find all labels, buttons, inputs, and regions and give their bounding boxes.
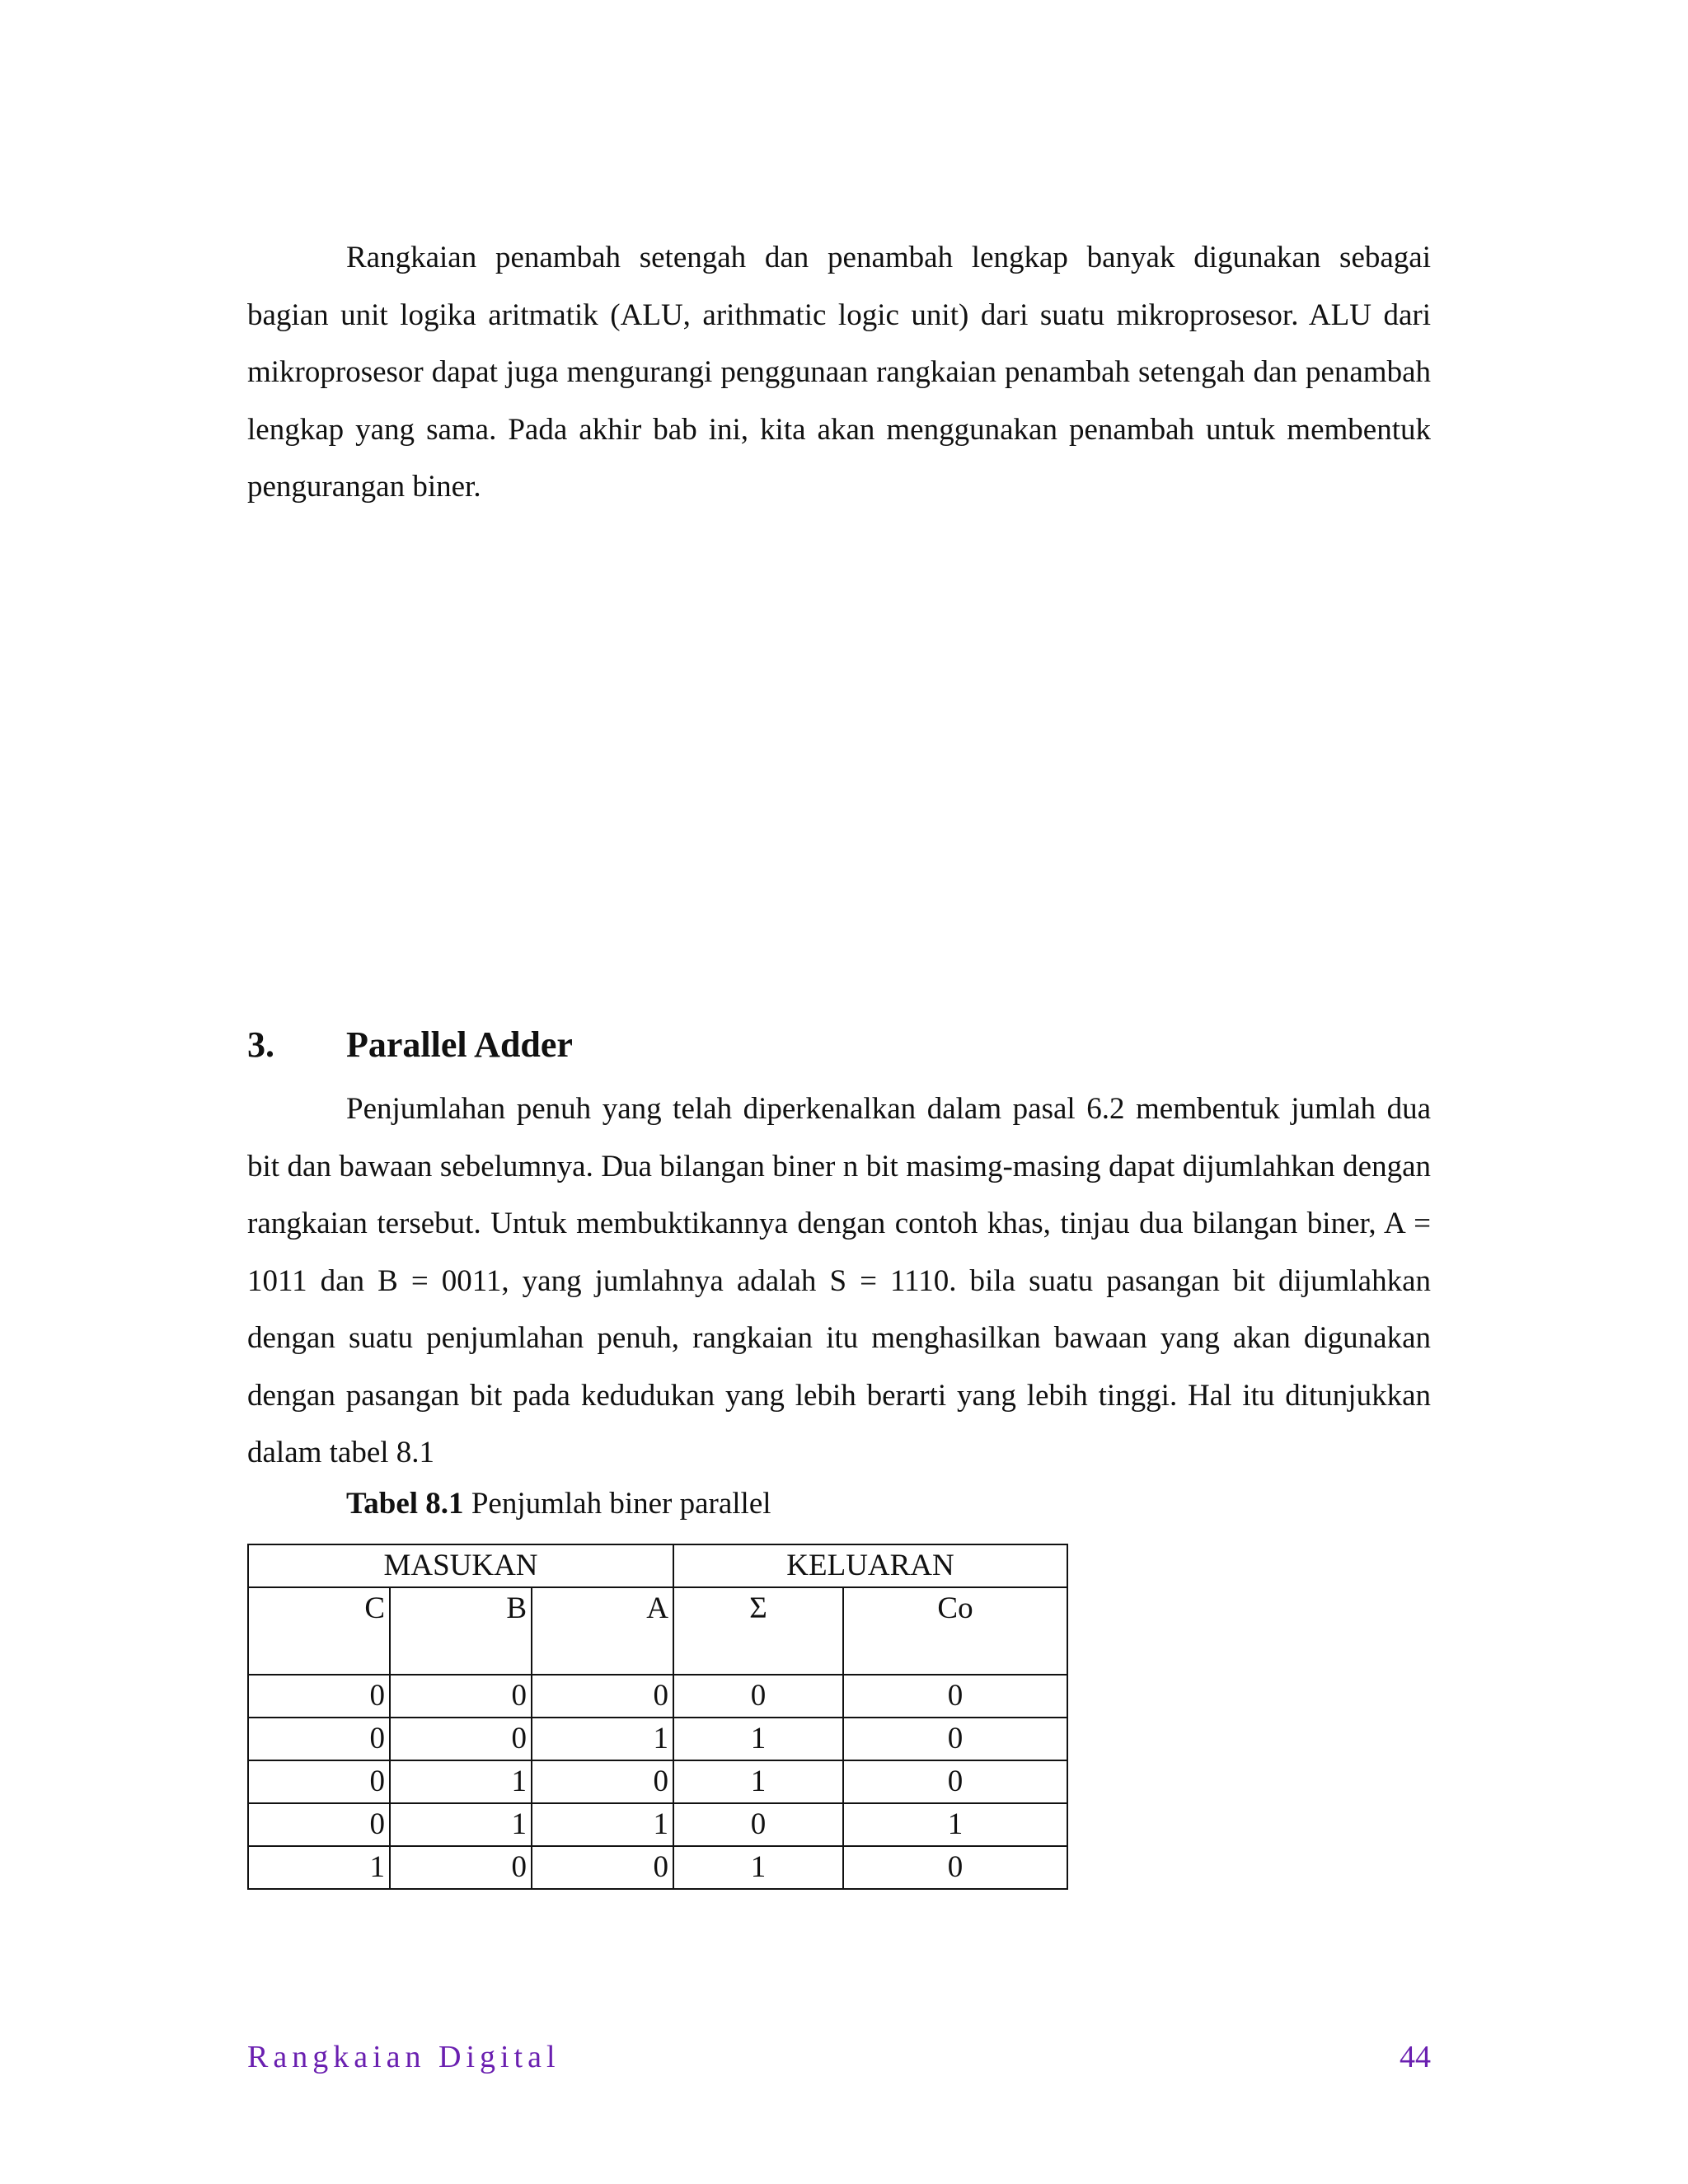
section-number: 3. [247,1024,274,1065]
table-cell: 0 [390,1675,532,1718]
table-row [248,1803,1067,1846]
table-cell: 1 [248,1846,390,1889]
table-cell: 0 [673,1675,843,1718]
column-header-co: Co [843,1587,1067,1675]
table-cell: 0 [532,1760,673,1803]
column-header-c: C [248,1587,390,1675]
table-cell: 0 [248,1675,390,1718]
column-header-b: B [390,1587,532,1675]
table-cell: 1 [390,1803,532,1846]
table-cell: 0 [248,1718,390,1760]
table-cell: 1 [532,1803,673,1846]
section-heading [247,1020,573,1070]
table-caption-label: Tabel 8.1 [346,1487,464,1521]
table-row [248,1760,1067,1803]
intro-paragraph: Rangkaian penambah setengah dan penambah lengkap banyak digunakan sebagai bagian unit logika aritmatik (ALU, arithmatic logic unit) dari suatu mikroprosesor. ALU dari mikroprosesor dapat juga mengurangi penggunaan rangkaian penambah setengah dan penambah lengkap yang sama. Pada akhir bab ini, kita akan menggunakan penambah untuk membentuk pengurangan biner. [247,241,1431,504]
table-caption [346,1483,771,1525]
table-group-header-row [248,1544,1067,1587]
table-cell: 0 [673,1803,843,1846]
table-cell: 0 [390,1718,532,1760]
footer-page-number: 44 [1400,2040,1431,2074]
table-cell: 0 [843,1718,1067,1760]
table-cell: 0 [843,1760,1067,1803]
table-cell: 0 [532,1675,673,1718]
inputs-group-header: MASUKAN [248,1544,673,1587]
table-cell: 0 [843,1675,1067,1718]
table-cell: 0 [843,1846,1067,1889]
table-cell: 1 [843,1803,1067,1846]
table-cell: 0 [390,1846,532,1889]
table-cell: 1 [390,1760,532,1803]
table-cell: 1 [673,1846,843,1889]
column-header-a: A [532,1587,673,1675]
column-header-sum: Σ [673,1587,843,1675]
table-row [248,1718,1067,1760]
table-cell: 0 [532,1846,673,1889]
table-cell: 1 [673,1760,843,1803]
table-row [248,1846,1067,1889]
outputs-group-header: KELUARAN [673,1544,1067,1587]
footer-book-title: Rangkaian Digital [247,2040,560,2074]
table-caption-text: Penjumlah biner parallel [463,1487,771,1521]
table-column-header-row [248,1587,1067,1675]
table-cell: 0 [248,1760,390,1803]
section-paragraph: Penjumlahan penuh yang telah diperkenalkan dalam pasal 6.2 membentuk jumlah dua bit dan bawaan sebelumnya. Dua bilangan biner n bit masimg-masing dapat dijumlahkan dengan rangkaian tersebut. Untuk membuktikannya dengan contoh khas, tinjau dua bilangan biner, A = 1011 dan B = 0011, yang jumlahnya adalah S = 1110. bila suatu pasangan bit dijumlahkan dengan suatu penjumlahan penuh, rangkaian itu menghasilkan bawaan yang akan digunakan dengan pasangan bit pada kedudukan yang lebih berarti yang lebih tinggi. Hal itu ditunjukkan dalam tabel 8.1 [247,1092,1431,1469]
table-cell: 0 [248,1803,390,1846]
table-cell: 1 [532,1718,673,1760]
table-row [248,1675,1067,1718]
section-title: Parallel Adder [346,1024,573,1065]
truth-table [247,1544,1068,1890]
table-cell: 1 [673,1718,843,1760]
